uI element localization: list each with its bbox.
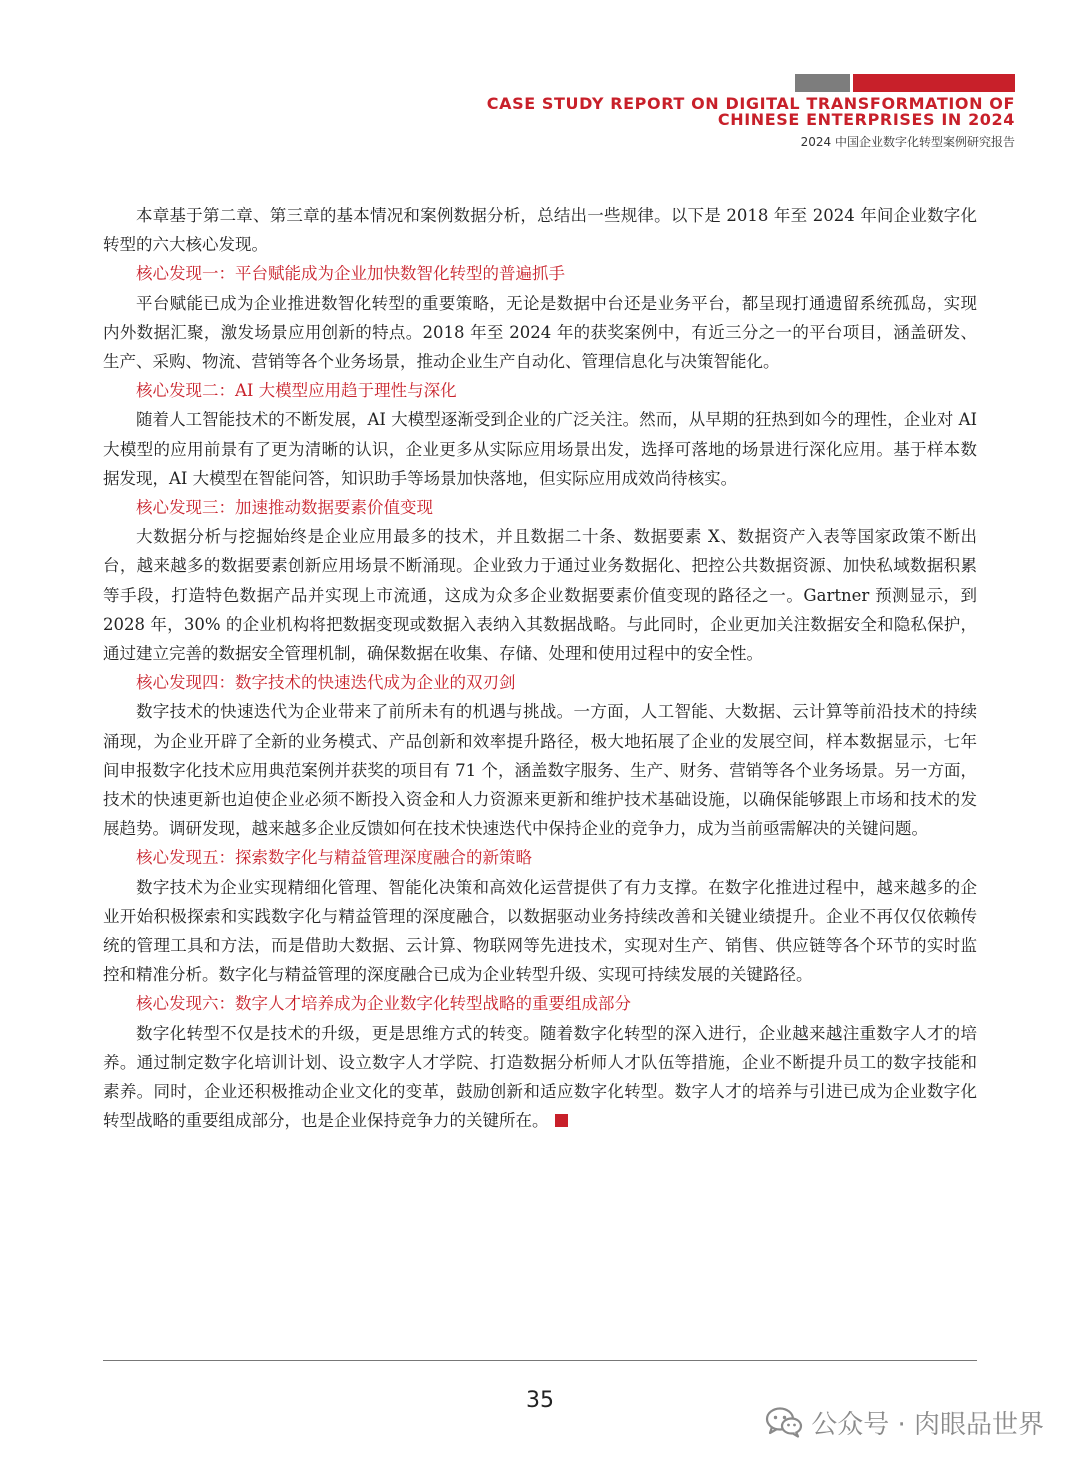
finding-4-body: 数字技术的快速迭代为企业带来了前所未有的机遇与挑战。一方面，人工智能、大数据、云计算等前沿技术的持续涌现，为企业开辟了全新的业务模式、产品创新和效率提升路径，极大地拓展了企业的发展空间，样本数据显示，七年间申报数字化技术应用典范案例并获奖的项目有 71 个，涵盖数字服务、生产、财务、营销等各个业务场景。另一方面，技术的快速更新也迫使企业必须不断投入资金和人力资源来更新和维护技术基础设施，以确保能够跟上市场和技术的发展趋势。调研发现，越来越多企业反馈如何在技术快速迭代中保持企业的竞争力，成为当前亟需解决的关键问题。	[103, 702, 977, 839]
finding-2-body: 随着人工智能技术的不断发展，AI 大模型逐渐受到企业的广泛关注。然而，从早期的狂热到如今的理性，企业对 AI 大模型的应用前景有了更为清晰的认识，企业更多从实际应用场景出发，选择可落地的场景进行深化应用。基于样本数据发现，AI 大模型在智能问答，知识助手等场景加快落地，但实际应用成效尚待核实。	[103, 410, 977, 488]
wechat-icon	[765, 1406, 803, 1438]
finding-3-heading: 核心发现三：加速推动数据要素价值变现	[136, 498, 433, 518]
finding-5-body: 数字技术为企业实现精细化管理、智能化决策和高效化运营提供了有力支撑。在数字化推进过程中，越来越多的企业开始积极探索和实践数字化与精益管理的深度融合，以数据驱动业务持续改善和关键业绩提升。企业不再仅仅依赖传统的管理工具和方法，而是借助大数据、云计算、物联网等先进技术，实现对生产、销售、供应链等各个环节的实时监控和精准分析。数字化与精益管理的深度融合已成为企业转型升级、实现可持续发展的关键路径。	[103, 877, 977, 985]
finding-3-body: 大数据分析与挖掘始终是企业应用最多的技术，并且数据二十条、数据要素 X、数据资产入表等国家政策不断出台，越来越多的数据要素创新应用场景不断涌现。企业致力于通过业务数据化、把控公共数据资源、加快私域数据积累等手段，打造特色数据产品并实现上市流通，这成为众多企业数据要素价值变现的路径之一。Gartner 预测显示，到 2028 年，30% 的企业机构将把数据变现或数据入表纳入其数据战略。与此同时，企业更加关注数据安全和隐私保护，通过建立完善的数据安全管理机制，确保数据在收集、存储、处理和使用过程中的安全性。	[103, 527, 977, 664]
footer-divider	[103, 1360, 977, 1361]
finding-5-heading: 核心发现五：探索数字化与精益管理深度融合的新策略	[136, 848, 532, 868]
report-title-line2: CHINESE ENTERPRISES IN 2024	[717, 110, 1015, 129]
intro-paragraph: 本章基于第二章、第三章的基本情况和案例数据分析，总结出一些规律。以下是 2018 年至 2024 年间企业数字化转型的六大核心发现。	[103, 206, 977, 255]
finding-1-heading: 核心发现一：平台赋能成为企业加快数智化转型的普遍抓手	[136, 264, 565, 284]
finding-6-body-wrap	[103, 1019, 977, 1136]
report-title	[415, 96, 1015, 128]
page-number: 35	[526, 1388, 554, 1413]
watermark	[765, 1402, 1044, 1442]
watermark-text: 公众号 · 肉眼品世界	[811, 1409, 1044, 1440]
chapter-body	[103, 201, 977, 1136]
report-title-line1: CASE STUDY REPORT ON DIGITAL TRANSFORMATION OF	[486, 94, 1015, 113]
finding-4-heading: 核心发现四：数字技术的快速迭代成为企业的双刃剑	[136, 673, 516, 693]
header-bar-red	[853, 74, 1015, 92]
finding-6-body: 数字化转型不仅是技术的升级，更是思维方式的转变。随着数字化转型的深入进行，企业越来越注重数字人才的培养。通过制定数字化培训计划、设立数字人才学院、打造数据分析师人才队伍等措施，企业不断提升员工的数字技能和素养。同时，企业还积极推动企业文化的变革，鼓励创新和适应数字化转型。数字人才的培养与引进已成为企业数字化转型战略的重要组成部分，也是企业保持竞争力的关键所在。	[103, 1023, 977, 1131]
finding-6-heading: 核心发现六：数字人才培养成为企业数字化转型战略的重要组成部分	[136, 994, 631, 1014]
header-bar-gray	[795, 74, 850, 92]
report-subtitle: 2024 中国企业数字化转型案例研究报告	[800, 135, 1015, 149]
header-color-bars	[795, 74, 1015, 92]
end-of-section-mark	[555, 1114, 568, 1127]
finding-1-body: 平台赋能已成为企业推进数智化转型的重要策略，无论是数据中台还是业务平台，都呈现打通遗留系统孤岛，实现内外数据汇聚，激发场景应用创新的特点。2018 年至 2024 年的获奖案例中，有近三分之一的平台项目，涵盖研发、生产、采购、物流、营销等各个业务场景，推动企业生产自动化、管理信息化与决策智能化。	[103, 293, 977, 372]
finding-2-heading: 核心发现二：AI 大模型应用趋于理性与深化	[136, 381, 457, 401]
